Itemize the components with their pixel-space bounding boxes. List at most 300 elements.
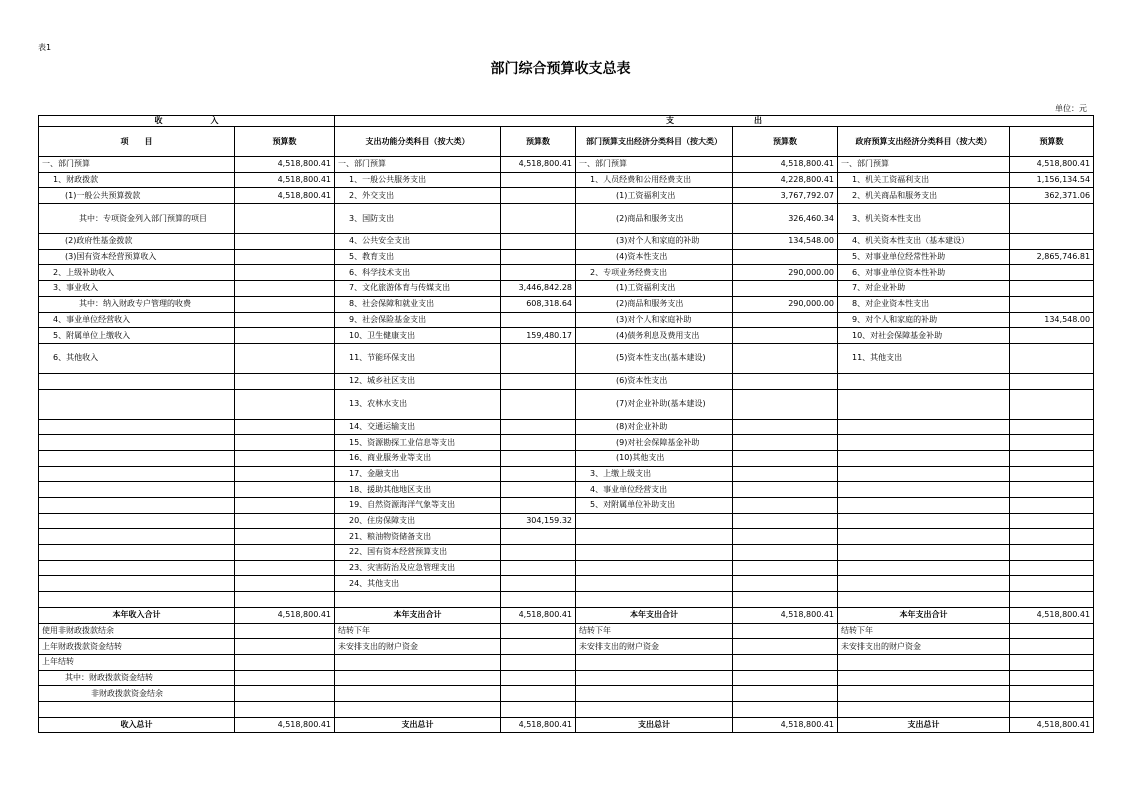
item-cell: 4、事业单位经营收入 (39, 312, 235, 328)
table-body (39, 157, 1094, 733)
col-func-header: 支出功能分类科目（按大类） (335, 127, 501, 157)
table-row (39, 670, 1094, 686)
item-cell: 5、教育支出 (335, 249, 501, 265)
amount-cell (1010, 701, 1094, 717)
item-cell (838, 701, 1010, 717)
amount-cell (501, 435, 576, 451)
item-cell (838, 592, 1010, 608)
item-cell (39, 498, 235, 514)
item-cell: 4、事业单位经营支出 (576, 482, 733, 498)
amount-cell (235, 545, 335, 561)
amount-cell (733, 450, 838, 466)
amount-cell (733, 498, 838, 514)
item-cell: 8、社会保障和就业支出 (335, 296, 501, 312)
item-cell: 1、人员经费和公用经费支出 (576, 172, 733, 188)
item-cell: 7、文化旅游体育与传媒支出 (335, 281, 501, 297)
item-cell: 19、自然资源海洋气象等支出 (335, 498, 501, 514)
item-cell (335, 686, 501, 702)
amount-cell (733, 343, 838, 373)
item-cell: 20、住房保障支出 (335, 513, 501, 529)
amount-cell (1010, 389, 1094, 419)
amount-cell (733, 576, 838, 592)
amount-cell (501, 592, 576, 608)
amount-cell (733, 654, 838, 670)
item-cell: 结转下年 (576, 623, 733, 639)
table-row (39, 576, 1094, 592)
item-cell: 22、国有资本经营预算支出 (335, 545, 501, 561)
item-cell (838, 529, 1010, 545)
amount-cell (235, 466, 335, 482)
table-row (39, 419, 1094, 435)
amount-cell (235, 419, 335, 435)
amount-cell (1010, 281, 1094, 297)
table-row (39, 188, 1094, 204)
item-cell: 12、城乡社区支出 (335, 373, 501, 389)
amount-cell (235, 204, 335, 234)
amount-cell (733, 466, 838, 482)
item-cell: 17、金融支出 (335, 466, 501, 482)
amount-cell: 134,548.00 (733, 234, 838, 250)
table-row (39, 373, 1094, 389)
item-cell: 上年结转 (39, 654, 235, 670)
item-cell (335, 654, 501, 670)
item-cell: 3、事业收入 (39, 281, 235, 297)
item-cell: 16、商业服务业等支出 (335, 450, 501, 466)
amount-cell: 4,518,800.41 (235, 188, 335, 204)
unit-label: 单位：元 (1055, 104, 1087, 113)
item-cell: (8)对企业补助 (576, 419, 733, 435)
amount-cell (501, 623, 576, 639)
amount-cell (501, 172, 576, 188)
amount-cell (235, 328, 335, 344)
item-cell (39, 701, 235, 717)
amount-cell: 4,518,800.41 (501, 157, 576, 173)
amount-cell (1010, 576, 1094, 592)
amount-cell (1010, 234, 1094, 250)
col-econ-gov-header: 政府预算支出经济分类科目（按大类） (838, 127, 1010, 157)
amount-cell (1010, 466, 1094, 482)
item-cell (838, 670, 1010, 686)
col-amount-header: 预算数 (733, 127, 838, 157)
item-cell (838, 545, 1010, 561)
amount-cell (733, 482, 838, 498)
item-cell: (3)对个人和家庭的补助 (576, 234, 733, 250)
amount-cell: 4,518,800.41 (1010, 607, 1094, 623)
item-cell (838, 576, 1010, 592)
item-cell (838, 419, 1010, 435)
amount-cell (733, 529, 838, 545)
amount-cell: 4,518,800.41 (733, 157, 838, 173)
amount-cell (733, 560, 838, 576)
item-cell (576, 560, 733, 576)
amount-cell (1010, 328, 1094, 344)
item-cell: 其中：纳入财政专户管理的收费 (39, 296, 235, 312)
item-cell: (5)资本性支出(基本建设) (576, 343, 733, 373)
item-cell (576, 654, 733, 670)
item-cell: 4、机关资本性支出（基本建设） (838, 234, 1010, 250)
amount-cell (1010, 529, 1094, 545)
item-cell: 9、社会保险基金支出 (335, 312, 501, 328)
item-cell: 8、对企业资本性支出 (838, 296, 1010, 312)
item-cell (838, 466, 1010, 482)
item-cell: 收入总计 (39, 717, 235, 733)
amount-cell (1010, 670, 1094, 686)
table-row (39, 639, 1094, 655)
item-cell: 一、部门预算 (838, 157, 1010, 173)
item-cell: 11、其他支出 (838, 343, 1010, 373)
amount-cell (501, 265, 576, 281)
item-cell: (3)国有资本经营预算收入 (39, 249, 235, 265)
amount-cell (501, 545, 576, 561)
amount-cell (235, 654, 335, 670)
amount-cell (501, 249, 576, 265)
item-cell: 一、部门预算 (335, 157, 501, 173)
amount-cell (733, 623, 838, 639)
amount-cell (1010, 545, 1094, 561)
amount-cell (733, 249, 838, 265)
col-amount-header: 预算数 (1010, 127, 1094, 157)
table-row (39, 623, 1094, 639)
item-cell (39, 545, 235, 561)
item-cell: (4)债务利息及费用支出 (576, 328, 733, 344)
item-cell: 14、交通运输支出 (335, 419, 501, 435)
amount-cell: 326,460.34 (733, 204, 838, 234)
amount-cell (501, 701, 576, 717)
table-row (39, 389, 1094, 419)
item-cell: (1)工资福利支出 (576, 188, 733, 204)
amount-cell (235, 513, 335, 529)
item-cell (576, 701, 733, 717)
item-cell: 支出总计 (576, 717, 733, 733)
amount-cell (501, 389, 576, 419)
amount-cell (501, 498, 576, 514)
amount-cell (235, 701, 335, 717)
amount-cell (501, 373, 576, 389)
item-cell: 其中：财政拨款资金结转 (39, 670, 235, 686)
amount-cell (733, 639, 838, 655)
table-row (39, 717, 1094, 733)
item-cell (576, 576, 733, 592)
item-cell: (6)资本性支出 (576, 373, 733, 389)
amount-cell (1010, 639, 1094, 655)
amount-cell (733, 419, 838, 435)
item-cell (838, 560, 1010, 576)
table-row (39, 701, 1094, 717)
amount-cell: 362,371.06 (1010, 188, 1094, 204)
table-row (39, 607, 1094, 623)
item-cell: 一、部门预算 (576, 157, 733, 173)
item-cell: 2、专项业务经费支出 (576, 265, 733, 281)
amount-cell (1010, 560, 1094, 576)
amount-cell: 4,518,800.41 (235, 717, 335, 733)
amount-cell (235, 373, 335, 389)
table-row (39, 560, 1094, 576)
amount-cell (235, 312, 335, 328)
item-cell: 24、其他支出 (335, 576, 501, 592)
amount-cell: 3,767,792.07 (733, 188, 838, 204)
item-cell: 2、上级补助收入 (39, 265, 235, 281)
item-cell: 结转下年 (335, 623, 501, 639)
amount-cell (1010, 513, 1094, 529)
table-row (39, 529, 1094, 545)
item-cell: 3、机关资本性支出 (838, 204, 1010, 234)
item-cell: 10、卫生健康支出 (335, 328, 501, 344)
amount-cell (501, 654, 576, 670)
amount-cell: 4,518,800.41 (501, 717, 576, 733)
item-cell: 1、机关工资福利支出 (838, 172, 1010, 188)
item-cell (576, 545, 733, 561)
item-cell (576, 513, 733, 529)
amount-cell (501, 450, 576, 466)
item-cell: 21、粮油物资储备支出 (335, 529, 501, 545)
item-cell (39, 560, 235, 576)
item-cell: 9、对个人和家庭的补助 (838, 312, 1010, 328)
amount-cell (501, 639, 576, 655)
item-cell (838, 654, 1010, 670)
amount-cell (1010, 204, 1094, 234)
amount-cell (235, 639, 335, 655)
amount-cell (501, 466, 576, 482)
item-cell: 10、对社会保障基金补助 (838, 328, 1010, 344)
amount-cell (235, 265, 335, 281)
amount-cell (235, 296, 335, 312)
item-cell (335, 701, 501, 717)
item-cell: 3、国防支出 (335, 204, 501, 234)
amount-cell (1010, 498, 1094, 514)
amount-cell: 1,156,134.54 (1010, 172, 1094, 188)
item-cell: 1、财政拨款 (39, 172, 235, 188)
amount-cell: 4,518,800.41 (235, 172, 335, 188)
item-cell (335, 670, 501, 686)
header-row-columns (39, 127, 1094, 157)
amount-cell: 4,228,800.41 (733, 172, 838, 188)
amount-cell (733, 435, 838, 451)
col-amount-header: 预算数 (501, 127, 576, 157)
item-cell: 23、灾害防治及应急管理支出 (335, 560, 501, 576)
amount-cell (1010, 296, 1094, 312)
amount-cell (235, 249, 335, 265)
amount-cell (1010, 419, 1094, 435)
item-cell (39, 529, 235, 545)
item-cell: 未安排支出的财户资金 (838, 639, 1010, 655)
amount-cell (501, 204, 576, 234)
item-cell: 结转下年 (838, 623, 1010, 639)
amount-cell (1010, 592, 1094, 608)
amount-cell (1010, 265, 1094, 281)
col-econ-dept-header: 部门预算支出经济分类科目（按大类） (576, 127, 733, 157)
item-cell: 其中：专项资金列入部门预算的项目 (39, 204, 235, 234)
item-cell: 6、科学技术支出 (335, 265, 501, 281)
amount-cell (501, 686, 576, 702)
item-cell: 7、对企业补助 (838, 281, 1010, 297)
amount-cell (1010, 686, 1094, 702)
table-row (39, 328, 1094, 344)
item-cell (39, 373, 235, 389)
item-cell: 11、节能环保支出 (335, 343, 501, 373)
page-title: 部门综合预算收支总表 (490, 61, 631, 77)
amount-cell (235, 435, 335, 451)
amount-cell: 3,446,842.28 (501, 281, 576, 297)
item-cell (576, 529, 733, 545)
amount-cell (1010, 435, 1094, 451)
amount-cell: 608,318.64 (501, 296, 576, 312)
table-row (39, 592, 1094, 608)
amount-cell (1010, 623, 1094, 639)
table-row (39, 482, 1094, 498)
table-row (39, 654, 1094, 670)
item-cell: 未安排支出的财户资金 (576, 639, 733, 655)
item-cell (576, 670, 733, 686)
item-cell (39, 450, 235, 466)
item-cell (335, 592, 501, 608)
item-cell (39, 513, 235, 529)
amount-cell (733, 592, 838, 608)
table-row (39, 466, 1094, 482)
table-row (39, 343, 1094, 373)
amount-cell (733, 701, 838, 717)
amount-cell (501, 234, 576, 250)
item-cell (838, 435, 1010, 451)
amount-cell (235, 576, 335, 592)
amount-cell (733, 373, 838, 389)
table-row (39, 296, 1094, 312)
item-cell: (2)商品和服务支出 (576, 296, 733, 312)
amount-cell (501, 529, 576, 545)
item-cell: (7)对企业补助(基本建设) (576, 389, 733, 419)
amount-cell (235, 670, 335, 686)
table-row (39, 435, 1094, 451)
table-row (39, 157, 1094, 173)
item-cell: (4)资本性支出 (576, 249, 733, 265)
amount-cell (1010, 343, 1094, 373)
amount-cell (235, 343, 335, 373)
amount-cell (501, 312, 576, 328)
amount-cell (733, 670, 838, 686)
amount-cell (235, 623, 335, 639)
item-cell: 支出总计 (335, 717, 501, 733)
item-cell: 非财政拨款资金结余 (39, 686, 235, 702)
item-cell (39, 592, 235, 608)
amount-cell: 2,865,746.81 (1010, 249, 1094, 265)
item-cell: 2、机关商品和服务支出 (838, 188, 1010, 204)
amount-cell (501, 560, 576, 576)
table-number: 表1 (38, 43, 52, 52)
item-cell: 上年财政拨款资金结转 (39, 639, 235, 655)
item-cell (838, 482, 1010, 498)
amount-cell (235, 498, 335, 514)
item-cell: 使用非财政拨款结余 (39, 623, 235, 639)
budget-table (38, 115, 1094, 733)
col-item-header: 项 目 (39, 127, 235, 157)
amount-cell (733, 513, 838, 529)
table-row (39, 686, 1094, 702)
item-cell: (2)商品和服务支出 (576, 204, 733, 234)
table-row (39, 265, 1094, 281)
amount-cell (235, 686, 335, 702)
table-row (39, 172, 1094, 188)
amount-cell: 290,000.00 (733, 265, 838, 281)
table-row (39, 498, 1094, 514)
amount-cell (501, 576, 576, 592)
amount-cell: 4,518,800.41 (235, 607, 335, 623)
item-cell: 15、资源勘探工业信息等支出 (335, 435, 501, 451)
item-cell (576, 686, 733, 702)
item-cell: 6、其他收入 (39, 343, 235, 373)
amount-cell (733, 389, 838, 419)
table-row (39, 513, 1094, 529)
amount-cell (1010, 482, 1094, 498)
item-cell (39, 482, 235, 498)
item-cell: 本年支出合计 (335, 607, 501, 623)
amount-cell (733, 312, 838, 328)
table-row (39, 234, 1094, 250)
item-cell (39, 435, 235, 451)
table-row (39, 545, 1094, 561)
item-cell: 5、附属单位上缴收入 (39, 328, 235, 344)
item-cell (576, 592, 733, 608)
item-cell (838, 686, 1010, 702)
item-cell: 本年支出合计 (576, 607, 733, 623)
amount-cell (733, 328, 838, 344)
amount-cell (235, 560, 335, 576)
item-cell: (1)工资福利支出 (576, 281, 733, 297)
amount-cell (501, 482, 576, 498)
table-row (39, 312, 1094, 328)
item-cell (39, 466, 235, 482)
table-row (39, 249, 1094, 265)
amount-cell (1010, 450, 1094, 466)
item-cell: 支出总计 (838, 717, 1010, 733)
item-cell: 未安排支出的财户资金 (335, 639, 501, 655)
item-cell: 4、公共安全支出 (335, 234, 501, 250)
item-cell: (3)对个人和家庭补助 (576, 312, 733, 328)
expense-header: 支 出 (335, 116, 1094, 127)
col-amount-header: 预算数 (235, 127, 335, 157)
item-cell: 5、对附属单位补助支出 (576, 498, 733, 514)
amount-cell: 4,518,800.41 (501, 607, 576, 623)
amount-cell: 4,518,800.41 (235, 157, 335, 173)
item-cell: 1、一般公共服务支出 (335, 172, 501, 188)
item-cell (39, 419, 235, 435)
amount-cell: 4,518,800.41 (1010, 157, 1094, 173)
amount-cell: 290,000.00 (733, 296, 838, 312)
item-cell (838, 498, 1010, 514)
amount-cell: 159,480.17 (501, 328, 576, 344)
amount-cell (501, 343, 576, 373)
amount-cell (733, 686, 838, 702)
item-cell (39, 389, 235, 419)
table-row (39, 281, 1094, 297)
item-cell: 本年支出合计 (838, 607, 1010, 623)
item-cell: 2、外交支出 (335, 188, 501, 204)
amount-cell: 304,159.32 (501, 513, 576, 529)
amount-cell: 4,518,800.41 (733, 607, 838, 623)
item-cell (838, 513, 1010, 529)
amount-cell (235, 592, 335, 608)
amount-cell (501, 419, 576, 435)
amount-cell (1010, 654, 1094, 670)
item-cell: 本年收入合计 (39, 607, 235, 623)
amount-cell (1010, 373, 1094, 389)
item-cell: 18、援助其他地区支出 (335, 482, 501, 498)
amount-cell (501, 188, 576, 204)
item-cell (838, 373, 1010, 389)
header-row-group (39, 116, 1094, 127)
item-cell: 一、部门预算 (39, 157, 235, 173)
item-cell: (9)对社会保障基金补助 (576, 435, 733, 451)
amount-cell: 134,548.00 (1010, 312, 1094, 328)
amount-cell (235, 281, 335, 297)
